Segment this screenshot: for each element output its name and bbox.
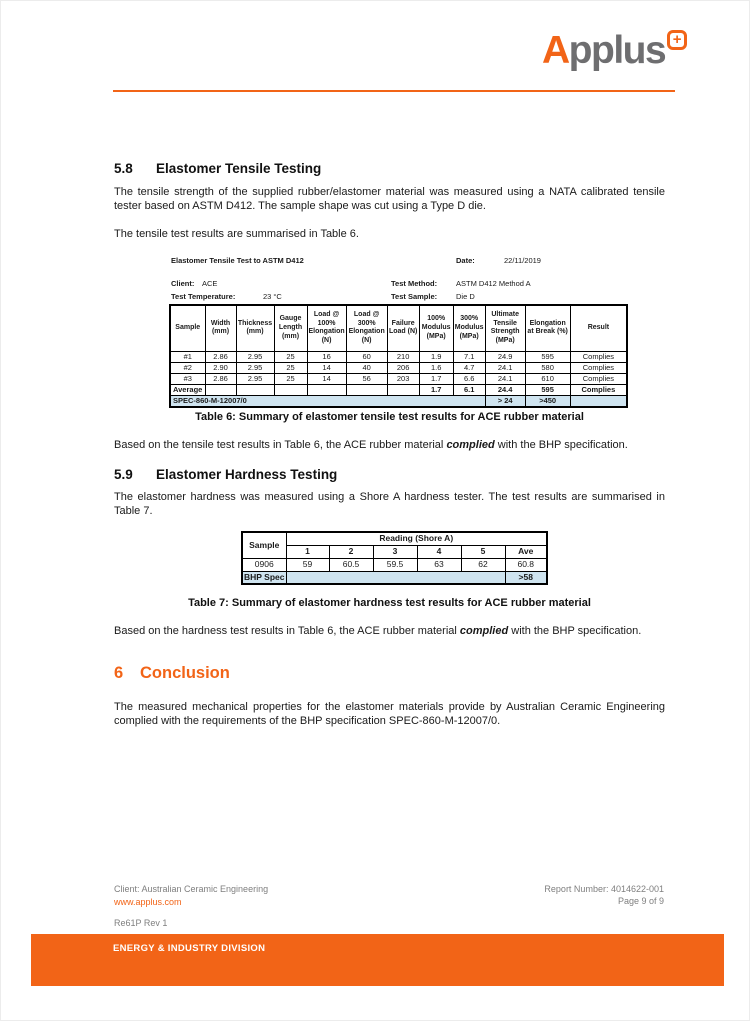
cell: 0906	[242, 558, 286, 571]
test-sample-label: Test Sample:	[391, 292, 438, 301]
cell	[387, 384, 419, 395]
text: with the BHP specification.	[494, 439, 628, 451]
cell	[236, 384, 274, 395]
cell: 2.95	[236, 351, 274, 362]
cell: Complies	[570, 362, 627, 373]
col-header: Width (mm)	[205, 305, 236, 351]
col-header: Thickness (mm)	[236, 305, 274, 351]
table-row	[242, 558, 547, 571]
section-number: 5.8	[114, 161, 133, 176]
cell: 60.8	[505, 558, 547, 571]
cell: 203	[387, 373, 419, 384]
cell	[570, 395, 627, 407]
section-number: 5.9	[114, 467, 133, 482]
cell: 2.95	[236, 362, 274, 373]
footer-page-number: Page 9 of 9	[617, 896, 664, 906]
conclusion-paragraph: The measured mechanical properties for the elastomer materials provide by Australian Ceramic Engineering complied with the requirements of the BHP specification SPEC-860-M-12007/0.	[114, 701, 665, 727]
hardness-results-table	[241, 531, 548, 585]
cell: 610	[525, 373, 570, 384]
sample-header: Sample	[242, 532, 286, 558]
cell: 6.6	[453, 373, 485, 384]
cell: 7.1	[453, 351, 485, 362]
logo-letter-a: A	[542, 29, 569, 72]
section-title: Elastomer Hardness Testing	[156, 467, 338, 482]
col-header: Elongation at Break (%)	[525, 305, 570, 351]
cell	[286, 571, 505, 584]
cell	[205, 384, 236, 395]
client-label: Client:	[171, 279, 195, 288]
section-5-9-heading	[114, 467, 666, 482]
cell: 24.1	[485, 373, 525, 384]
cell: 14	[307, 373, 346, 384]
col-header: Ave	[505, 545, 547, 558]
cell: 16	[307, 351, 346, 362]
header-divider	[113, 90, 675, 92]
text: with the BHP specification.	[508, 625, 642, 637]
tensile-results-table	[169, 304, 628, 408]
division-banner	[31, 934, 724, 986]
spec-label-cell: BHP Spec	[242, 571, 286, 584]
cell	[307, 384, 346, 395]
cell: 24.4	[485, 384, 525, 395]
cell: 580	[525, 362, 570, 373]
cell: #1	[170, 351, 205, 362]
cell: 60	[346, 351, 387, 362]
date-label: Date:	[456, 256, 475, 265]
text: Based on the tensile test results in Table 6, the ACE rubber material	[114, 439, 447, 451]
footer-report-number: Report Number: 4014622-001	[544, 884, 664, 894]
cell: 14	[307, 362, 346, 373]
table7-caption: Table 7: Summary of elastomer hardness test results for ACE rubber material	[188, 597, 591, 609]
test-sample-value: Die D	[456, 292, 475, 301]
hardness-conclusion-paragraph	[114, 625, 665, 639]
cell: Complies	[570, 351, 627, 362]
hardness-intro-paragraph: The elastomer hardness was measured using a Shore A hardness tester. The test results are summarised in Table 7.	[114, 491, 665, 517]
tensile-summary-paragraph: The tensile test results are summarised in Table 6.	[114, 228, 359, 240]
spec-value-cell: >58	[505, 571, 547, 584]
cell	[274, 384, 307, 395]
applus-logo	[542, 29, 687, 73]
spec-label-cell: SPEC-860-M-12007/0	[170, 395, 485, 407]
col-header: 2	[329, 545, 373, 558]
cell: 595	[525, 384, 570, 395]
cell: 2.95	[236, 373, 274, 384]
col-header: 300% Modulus (MPa)	[453, 305, 485, 351]
section-title: Elastomer Tensile Testing	[156, 161, 322, 176]
col-header: 3	[373, 545, 417, 558]
footer-website	[114, 897, 182, 907]
col-header: Failure Load (N)	[387, 305, 419, 351]
average-row	[170, 384, 627, 395]
table-header-row	[242, 532, 547, 545]
cell: 1.6	[419, 362, 453, 373]
emphasis-text: complied	[446, 439, 495, 451]
section-number: 6	[114, 664, 124, 682]
col-header: Result	[570, 305, 627, 351]
spec-uts-cell: > 24	[485, 395, 525, 407]
table-row	[170, 362, 627, 373]
cell: Complies	[570, 384, 627, 395]
cell: 1.7	[419, 384, 453, 395]
col-header: Load @ 100% Elongation (N)	[307, 305, 346, 351]
footer-client: Client: Australian Ceramic Engineering	[114, 884, 269, 894]
spec-row	[170, 395, 627, 407]
col-header: Load @ 300% Elongation (N)	[346, 305, 387, 351]
test-method-label: Test Method:	[391, 279, 438, 288]
cell: 2.86	[205, 351, 236, 362]
tensile-intro-paragraph: The tensile strength of the supplied rubber/elastomer material was measured using a NATA calibrated tensile tester based on ASTM D412. The sample shape was cut using a Type D die.	[114, 186, 665, 212]
cell: #2	[170, 362, 205, 373]
spec-row	[242, 571, 547, 584]
col-header: 100% Modulus (MPa)	[419, 305, 453, 351]
cell: Average	[170, 384, 205, 395]
cell: 1.7	[419, 373, 453, 384]
table-header-row	[170, 305, 627, 351]
cell: 24.1	[485, 362, 525, 373]
test-temperature-label: Test Temperature:	[171, 292, 236, 301]
section-title: Conclusion	[140, 664, 230, 682]
cell: #3	[170, 373, 205, 384]
cell: 1.9	[419, 351, 453, 362]
table-subheader-row	[242, 545, 547, 558]
cell: 59	[286, 558, 329, 571]
section-5-8-heading	[114, 161, 666, 176]
cell: 40	[346, 362, 387, 373]
section-6-heading	[114, 664, 666, 683]
cell: 60.5	[329, 558, 373, 571]
table6-caption: Table 6: Summary of elastomer tensile test results for ACE rubber material	[195, 411, 584, 423]
division-label: ENERGY & INDUSTRY DIVISION	[113, 943, 266, 954]
text: Based on the hardness test results in Table 6, the ACE rubber material	[114, 625, 460, 637]
col-header: Sample	[170, 305, 205, 351]
cell: 25	[274, 373, 307, 384]
spec-elongation-cell: >450	[525, 395, 570, 407]
plus-badge-icon: +	[667, 30, 687, 50]
cell: 63	[417, 558, 461, 571]
date-value: 22/11/2019	[504, 256, 541, 265]
cell: 25	[274, 351, 307, 362]
cell	[346, 384, 387, 395]
cell: Complies	[570, 373, 627, 384]
client-value: ACE	[202, 279, 218, 288]
cell: 6.1	[453, 384, 485, 395]
applus-website-link[interactable]: www.applus.com	[114, 897, 182, 907]
cell: 25	[274, 362, 307, 373]
cell: 4.7	[453, 362, 485, 373]
table-row	[170, 351, 627, 362]
cell: 24.9	[485, 351, 525, 362]
cell: 62	[461, 558, 505, 571]
logo-text: pplus	[568, 29, 666, 72]
col-header: 4	[417, 545, 461, 558]
table-row	[170, 373, 627, 384]
test-temperature-value: 23 °C	[263, 292, 282, 301]
meta-title: Elastomer Tensile Test to ASTM D412	[171, 256, 304, 265]
col-header: Ultimate Tensile Strength (MPa)	[485, 305, 525, 351]
cell: 2.90	[205, 362, 236, 373]
cell: 206	[387, 362, 419, 373]
cell: 2.86	[205, 373, 236, 384]
col-header: 5	[461, 545, 505, 558]
reading-header: Reading (Shore A)	[286, 532, 547, 545]
test-method-value: ASTM D412 Method A	[456, 279, 531, 288]
col-header: 1	[286, 545, 329, 558]
tensile-conclusion-paragraph	[114, 439, 665, 453]
col-header: Gauge Length (mm)	[274, 305, 307, 351]
cell: 595	[525, 351, 570, 362]
cell: 210	[387, 351, 419, 362]
cell: 56	[346, 373, 387, 384]
emphasis-text: complied	[459, 625, 509, 637]
footer-revision: Re61P Rev 1	[114, 918, 168, 928]
cell: 59.5	[373, 558, 417, 571]
